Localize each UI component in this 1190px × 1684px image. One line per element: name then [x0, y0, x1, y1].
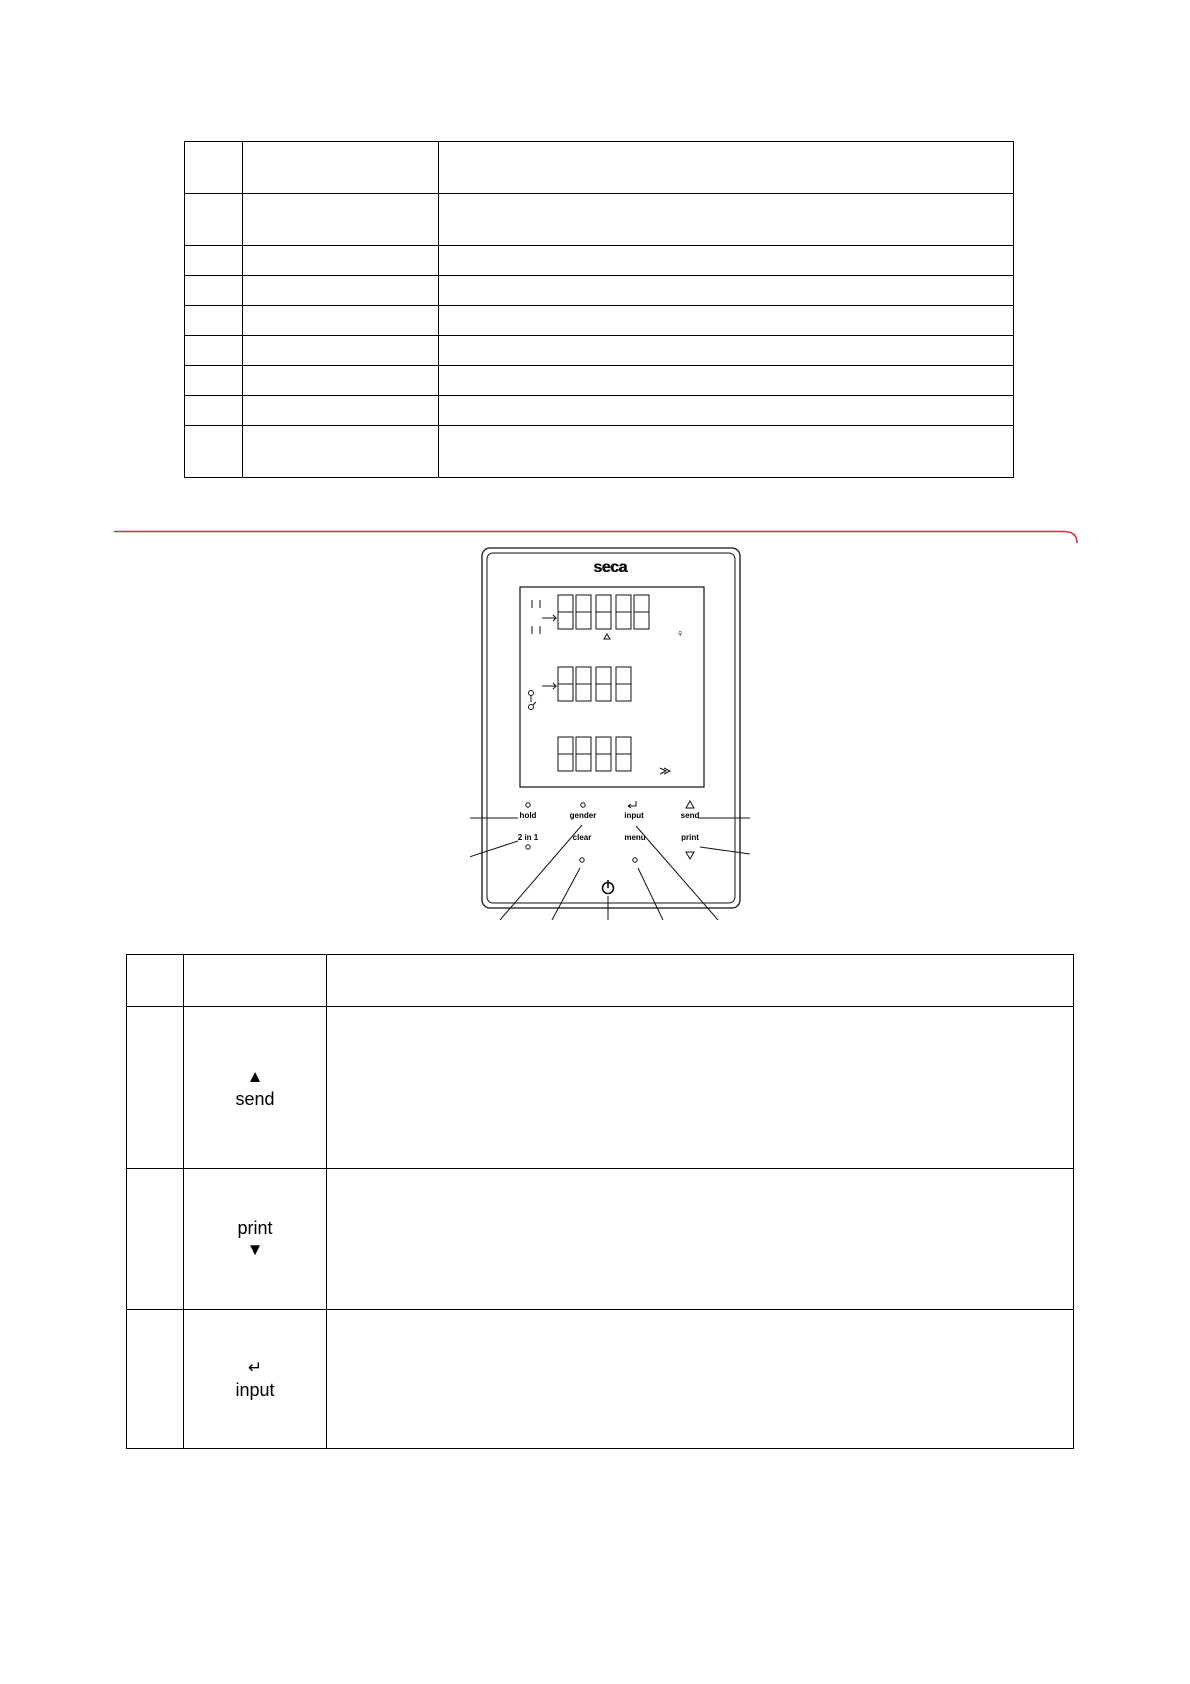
print-button-label[interactable]: print	[681, 833, 699, 842]
triangle-down-icon: ▼	[246, 1240, 264, 1259]
table-row	[185, 366, 1014, 396]
hold-button-label[interactable]: hold	[519, 811, 537, 820]
person-icon: ♀	[676, 628, 685, 640]
gender-button-label[interactable]: gender	[569, 811, 597, 820]
table-row	[185, 306, 1014, 336]
device-logo: seca	[593, 559, 627, 576]
clear-button-label[interactable]: clear	[572, 833, 592, 842]
lcd-row-bmi	[558, 737, 670, 774]
input-key-cell	[184, 1310, 327, 1449]
print-key-cell	[184, 1169, 327, 1310]
top-table	[184, 141, 1014, 478]
two-in-one-button-label[interactable]: 2 in 1	[517, 833, 539, 842]
send-button-label[interactable]: send	[680, 811, 700, 820]
input-button-label[interactable]: input	[624, 811, 644, 820]
table-row	[185, 336, 1014, 366]
table-header-row	[127, 955, 1074, 1007]
triangle-up-icon: ▲	[246, 1066, 264, 1086]
device-illustration	[470, 540, 750, 920]
table-row	[127, 1007, 1074, 1169]
table-row	[185, 246, 1014, 276]
print-key-label: print	[237, 1218, 273, 1238]
table-row	[127, 1310, 1074, 1449]
table-row	[185, 194, 1014, 246]
table-row	[127, 1169, 1074, 1310]
lcd-row-height	[529, 667, 632, 710]
key-table	[126, 954, 1074, 1449]
enter-arrow-icon: ↵	[247, 1358, 263, 1377]
table-row	[185, 426, 1014, 478]
lcd-row-weight	[532, 595, 649, 639]
send-key-cell	[184, 1007, 327, 1169]
device-drawing	[470, 540, 750, 920]
button-indicators	[526, 801, 694, 894]
menu-button-label[interactable]: menu	[624, 833, 646, 842]
table-row	[185, 142, 1014, 194]
send-key-label: send	[235, 1088, 275, 1109]
table-row	[185, 276, 1014, 306]
callout-lines	[470, 818, 750, 920]
table-row	[185, 396, 1014, 426]
input-key-label: input	[235, 1380, 275, 1400]
